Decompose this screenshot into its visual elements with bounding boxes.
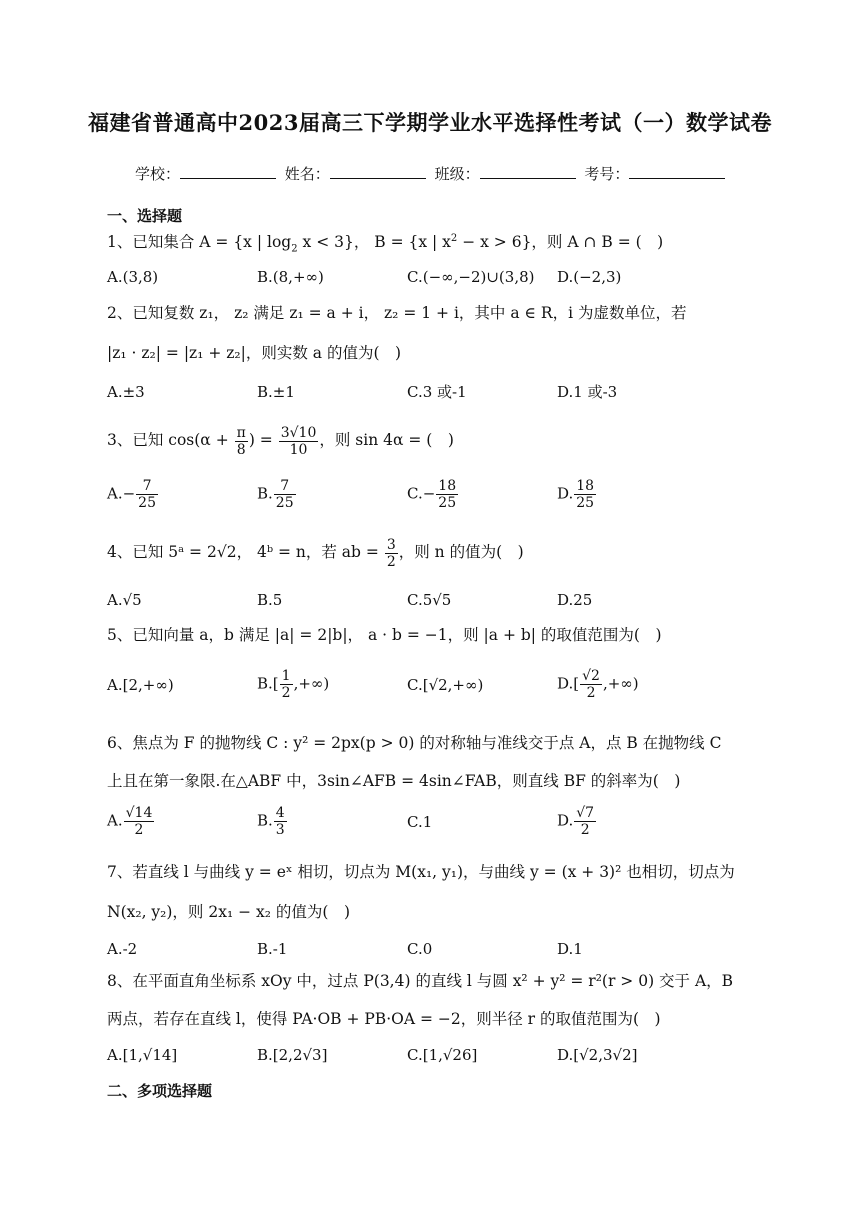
- question-2-options: [107, 381, 807, 402]
- option-c[interactable]: C.− $\frac{18}{25}$: [407, 478, 457, 511]
- option-d[interactable]: D.1: [557, 940, 583, 958]
- option-b[interactable]: B.±1: [257, 382, 295, 401]
- option-d[interactable]: D.[√2,3√2]: [557, 1046, 638, 1064]
- option-c[interactable]: C.3 或-1: [407, 383, 467, 401]
- question-8: 8、在平面直角坐标系 xOy 中，过点 P(3,4) 的直线 l 与圆 x² + y² = r²(r > 0) 交于 A，B: [107, 972, 734, 990]
- question-8-options: [107, 1046, 807, 1064]
- question-7: 7、若直线 l 与曲线 y = eˣ 相切，切点为 M(x₁, y₁)，与曲线 y = (x + 3)² 也相切，切点为: [107, 863, 735, 881]
- fraction: $\frac{\pi}{8}$: [236, 424, 246, 458]
- option-b[interactable]: B.(8,+∞): [257, 268, 324, 286]
- question-4-options: [107, 591, 807, 609]
- fraction: $\frac{3√10}{10}$: [280, 424, 317, 458]
- section-heading-multi: 二、多项选择题: [107, 1082, 213, 1100]
- option-a[interactable]: A.(3,8): [107, 268, 159, 286]
- class-label: 班级：: [434, 165, 480, 183]
- option-c[interactable]: C.[√2,+∞): [407, 675, 484, 694]
- question-1-options: [107, 268, 807, 286]
- option-a[interactable]: A.[1,√14]: [107, 1046, 178, 1064]
- question-3-options: [107, 478, 807, 511]
- page-title: 福建省普通高中2023届高三下学期学业水平选择性考试（一）数学试卷: [88, 110, 772, 135]
- option-a[interactable]: A.±3: [107, 382, 145, 401]
- option-c[interactable]: C.1: [407, 812, 433, 831]
- fraction: $\frac{3}{2}$: [386, 536, 396, 570]
- question-6: 6、焦点为 F 的抛物线 C : y² = 2px(p > 0) 的对称轴与准线交于点 A，点 B 在抛物线 C: [107, 734, 722, 752]
- question-6-cont: 上且在第一象限.在△ABF 中，3sin∠AFB = 4sin∠FAB，则直线 BF 的斜率为( ): [107, 772, 681, 790]
- question-5-options: [107, 668, 807, 701]
- option-b[interactable]: B.5: [257, 591, 283, 609]
- question-2: 2、已知复数 z₁， z₂ 满足 z₁ = a + i， z₂ = 1 + i，其中 a ∈ R，i 为虚数单位，若: [107, 304, 687, 322]
- option-c[interactable]: C.0: [407, 940, 433, 958]
- option-d[interactable]: D.1 或-3: [557, 383, 618, 401]
- option-a[interactable]: A. $\frac{√14}{2}$: [107, 805, 153, 838]
- option-a[interactable]: A.− $\frac{7}{25}$: [107, 478, 156, 511]
- name-blank[interactable]: [330, 164, 426, 179]
- school-blank[interactable]: [180, 164, 276, 179]
- option-b[interactable]: B. $\frac{7}{25}$: [257, 478, 294, 511]
- class-blank[interactable]: [480, 164, 576, 179]
- question-7-cont: N(x₂, y₂)，则 2x₁ − x₂ 的值为( ): [107, 903, 350, 921]
- school-label: 学校：: [135, 165, 181, 183]
- option-b[interactable]: B. $\frac{4}{3}$: [257, 805, 285, 838]
- option-d[interactable]: D. $\frac{√7}{2}$: [557, 805, 595, 838]
- question-1: 1、已知集合 A = {x | $\log_2 x < 3$}， B = {x | $x^2 - x > 6$}，则 A ∩ B = ( ): [107, 233, 664, 255]
- option-a[interactable]: A.[2,+∞): [107, 675, 174, 694]
- question-3: 3、已知 cos(α + $\frac{\pi}{8}$ ) = $\frac{3√10}{10}$ ，则 sin 4α = ( ): [107, 424, 454, 458]
- name-label: 姓名：: [284, 165, 330, 183]
- question-8-cont: 两点，若存在直线 l，使得 PA·OB + PB·OA = −2，则半径 r 的取值范围为( ): [107, 1010, 661, 1028]
- option-b[interactable]: B.[ $\frac{1}{2}$ ,+∞): [257, 668, 330, 701]
- option-a[interactable]: A.-2: [107, 940, 138, 958]
- question-7-options: [107, 940, 807, 958]
- option-b[interactable]: B.[2,2√3]: [257, 1046, 328, 1064]
- option-d[interactable]: D. $\frac{18}{25}$: [557, 478, 595, 511]
- option-c[interactable]: C.(−∞,−2)∪(3,8): [407, 268, 535, 286]
- option-a[interactable]: A.√5: [107, 591, 142, 609]
- question-2-cont: |z₁ · z₂| = |z₁ + z₂|，则实数 a 的值为( ): [107, 344, 402, 362]
- option-d[interactable]: D.(−2,3): [557, 268, 622, 286]
- option-d[interactable]: D.[ $\frac{√2}{2}$ ,+∞): [557, 668, 639, 701]
- student-info-line: [135, 163, 729, 184]
- question-6-options: [107, 805, 807, 838]
- option-c[interactable]: C.[1,√26]: [407, 1046, 478, 1064]
- option-c[interactable]: C.5√5: [407, 591, 452, 609]
- number-label: 考号：: [584, 165, 630, 183]
- section-heading-choice: 一、选择题: [107, 207, 183, 225]
- question-4: 4、已知 5ᵃ = 2√2， 4ᵇ = n，若 ab = $\frac{3}{2}$ ，则 n 的值为( ): [107, 536, 524, 570]
- option-d[interactable]: D.25: [557, 591, 593, 609]
- number-blank[interactable]: [629, 164, 725, 179]
- option-b[interactable]: B.-1: [257, 940, 288, 958]
- question-5: 5、已知向量 a，b 满足 |a| = 2|b|， a · b = −1，则 |a + b| 的取值范围为( ): [107, 626, 662, 644]
